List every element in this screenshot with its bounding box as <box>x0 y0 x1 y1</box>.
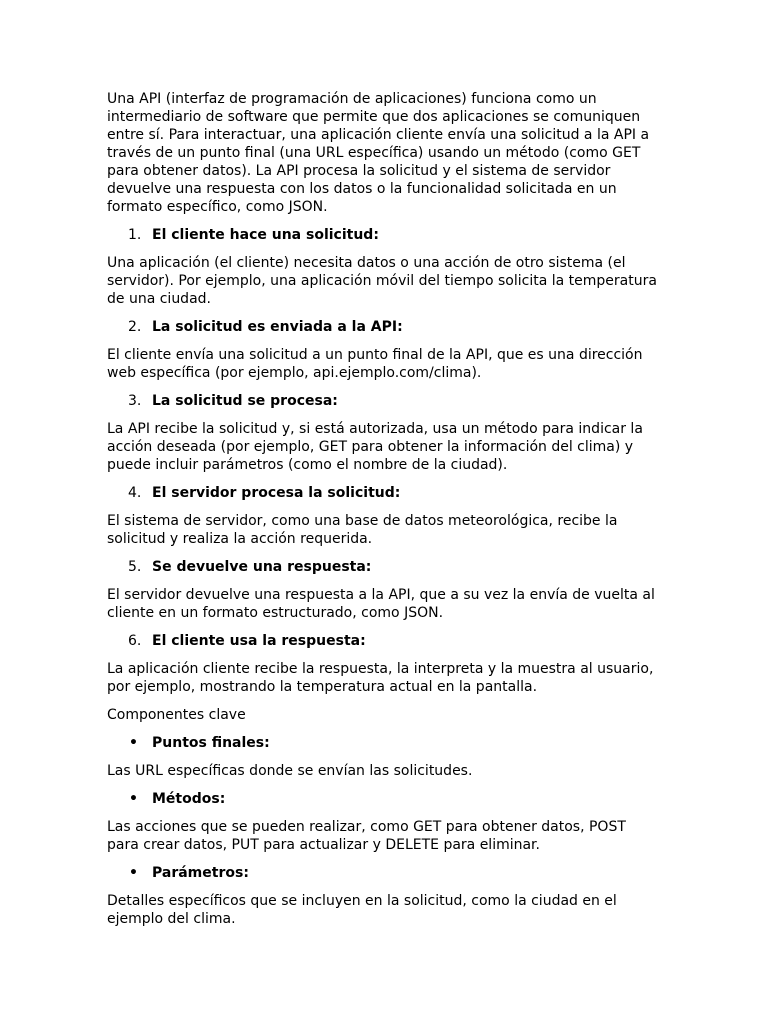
step-title: El servidor procesa la solicitud: <box>152 485 401 501</box>
step-title: El cliente usa la respuesta: <box>152 633 366 649</box>
step-number: 4. <box>128 485 142 501</box>
components-heading: Componentes clave <box>107 707 246 723</box>
step-number: 5. <box>128 559 142 575</box>
bullet-icon: • <box>129 735 138 751</box>
component-body-endpoints: Las URL específicas donde se envían las solicitudes. <box>107 763 473 779</box>
step-number: 1. <box>128 227 142 243</box>
step-heading-6 <box>107 632 659 650</box>
component-body-parameters: Detalles específicos que se incluyen en la solicitud, como la ciudad en el ejemplo del clima. <box>107 893 617 927</box>
component-heading-methods <box>107 790 659 808</box>
step-body-4: El sistema de servidor, como una base de datos meteorológica, recibe la solicitud y realiza la acción requerida. <box>107 513 618 547</box>
step-heading-5 <box>107 558 659 576</box>
step-title: La solicitud se procesa: <box>152 393 338 409</box>
step-body-6: La aplicación cliente recibe la respuesta, la interpreta y la muestra al usuario, por ejemplo, mostrando la temperatura actual en la pantalla. <box>107 661 654 695</box>
step-title: La solicitud es enviada a la API: <box>152 319 403 335</box>
component-heading-endpoints <box>107 734 659 752</box>
component-title: Métodos: <box>152 791 226 807</box>
step-title: Se devuelve una respuesta: <box>152 559 372 575</box>
step-body-2: El cliente envía una solicitud a un punto final de la API, que es una dirección web específica (por ejemplo, api.ejemplo.com/clima). <box>107 347 643 381</box>
step-heading-2 <box>107 318 659 336</box>
intro-paragraph: Una API (interfaz de programación de aplicaciones) funciona como un intermediario de software que permite que dos aplicaciones se comuniquen entre sí. Para interactuar, una aplicación cliente envía una solicitud a la API a través de un punto final (una URL específica) usando un método (como GET para obtener datos). La API procesa la solicitud y el sistema de servidor devuelve una respuesta con los datos o la funcionalidad solicitada en un formato específico, como JSON. <box>107 91 650 215</box>
step-body-3: La API recibe la solicitud y, si está autorizada, usa un método para indicar la acción deseada (por ejemplo, GET para obtener la información del clima) y puede incluir parámetros (como el nombre de la ciudad). <box>107 421 643 473</box>
step-number: 3. <box>128 393 142 409</box>
step-heading-1 <box>107 226 659 244</box>
step-body-1: Una aplicación (el cliente) necesita datos o una acción de otro sistema (el servidor). Por ejemplo, una aplicación móvil del tiempo solicita la temperatura de una ciudad. <box>107 255 657 307</box>
bullet-icon: • <box>129 865 138 881</box>
component-body-methods: Las acciones que se pueden realizar, como GET para obtener datos, POST para crear datos, PUT para actualizar y DELETE para eliminar. <box>107 819 626 853</box>
step-number: 6. <box>128 633 142 649</box>
component-title: Parámetros: <box>152 865 249 881</box>
step-title: El cliente hace una solicitud: <box>152 227 379 243</box>
bullet-icon: • <box>129 791 138 807</box>
document-page <box>107 90 659 938</box>
step-body-5: El servidor devuelve una respuesta a la API, que a su vez la envía de vuelta al cliente en un formato estructurado, como JSON. <box>107 587 655 621</box>
step-heading-3 <box>107 392 659 410</box>
component-title: Puntos finales: <box>152 735 270 751</box>
component-heading-parameters <box>107 864 659 882</box>
step-heading-4 <box>107 484 659 502</box>
step-number: 2. <box>128 319 142 335</box>
